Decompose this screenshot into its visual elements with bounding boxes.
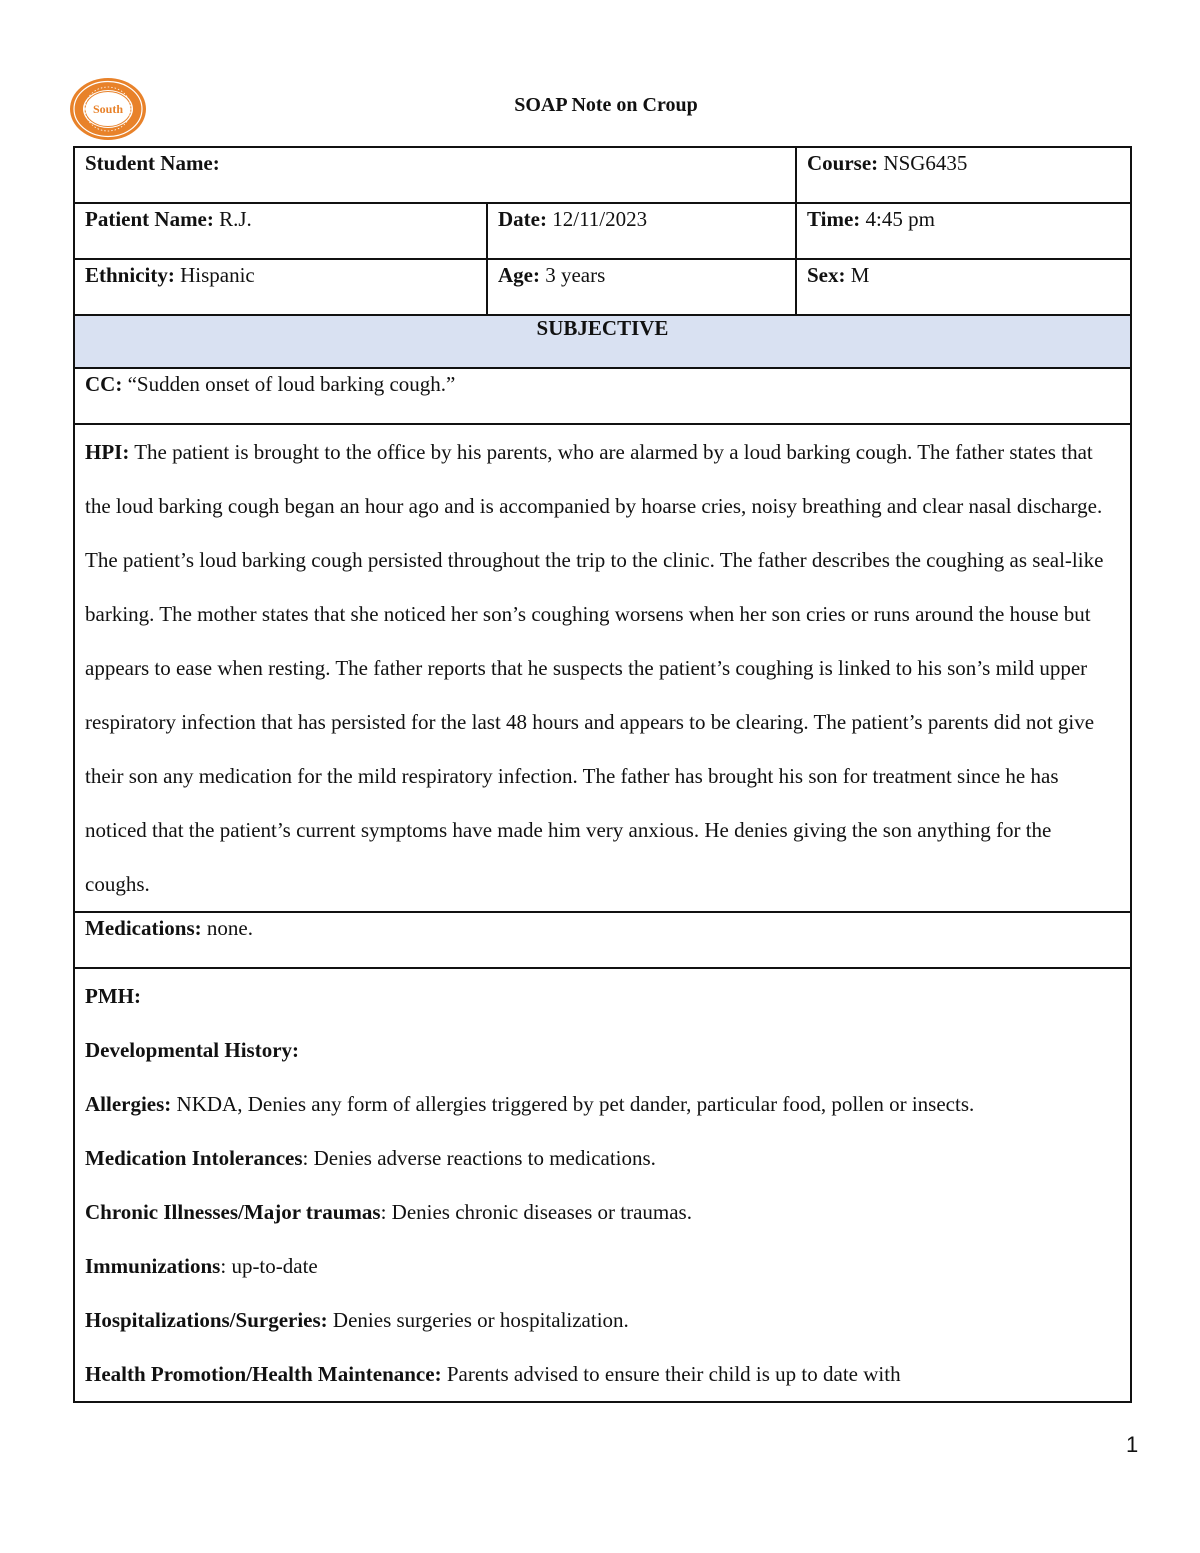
- allergies-label: Allergies:: [85, 1092, 172, 1116]
- pmh-label: PMH:: [85, 984, 141, 1008]
- time-cell: [796, 203, 1131, 259]
- intolerances-value: : Denies adverse reactions to medications.: [302, 1146, 656, 1170]
- patient-name-value: R.J.: [213, 207, 252, 231]
- age-cell: [487, 259, 796, 315]
- course-value: NSG6435: [878, 151, 968, 175]
- soap-note-table: [73, 146, 1132, 1403]
- developmental-line: [85, 1023, 1120, 1077]
- health-promotion-value: Parents advised to ensure their child is up to date with: [441, 1362, 901, 1386]
- medications-row: [74, 912, 1131, 968]
- pmh-row: [74, 968, 1131, 1402]
- pmh-line: [85, 969, 1120, 1023]
- cc-cell: [74, 368, 1131, 424]
- page-number: 1: [1126, 1432, 1139, 1457]
- age-value: 3 years: [539, 263, 606, 287]
- subjective-header-row: [74, 315, 1131, 368]
- hpi-value: The patient is brought to the office by his parents, who are alarmed by a loud barking cough. The father states that the loud barking cough began an hour ago and is accompanied by hoarse cries, noisy breathing and clear nasal discharge. The patient’s loud barking cough persisted throughout the trip to the clinic. The father describes the coughing as seal-like barking. The mother states that she noticed her son’s coughing worsens when her son cries or runs around the house but appears to ease when resting. The father reports that he suspects the patient’s coughing is linked to his son’s mild upper respiratory infection that has persisted for the last 48 hours and appears to be clearing. The patient’s parents did not give their son any medication for the mild respiratory infection. The father has brought his son for treatment since he has noticed that the patient’s current symptoms have made him very anxious. He denies giving the son anything for the coughs.: [85, 440, 1104, 896]
- cc-row: [74, 368, 1131, 424]
- cc-value: “Sudden onset of loud barking cough.”: [122, 372, 456, 396]
- document-title: SOAP Note on Croup: [514, 94, 698, 116]
- chronic-line: [85, 1185, 1120, 1239]
- subjective-heading: SUBJECTIVE: [74, 315, 1131, 368]
- hpi-cell: [74, 424, 1131, 912]
- chronic-value: : Denies chronic diseases or traumas.: [380, 1200, 692, 1224]
- date-value: 12/11/2023: [546, 207, 648, 231]
- immunizations-label: Immunizations: [85, 1254, 221, 1278]
- student-row: [74, 147, 1131, 203]
- hospitalizations-value: Denies surgeries or hospitalization.: [327, 1308, 629, 1332]
- patient-name-cell: [74, 203, 487, 259]
- health-promotion-line: [85, 1347, 1120, 1401]
- hpi-row: [74, 424, 1131, 912]
- ethnicity-cell: [74, 259, 487, 315]
- hpi-label: HPI:: [85, 440, 130, 464]
- date-label: Date:: [498, 207, 547, 231]
- hospitalizations-line: [85, 1293, 1120, 1347]
- ethnicity-label: Ethnicity:: [85, 263, 175, 287]
- medications-value: none.: [201, 916, 253, 940]
- chronic-label: Chronic Illnesses/Major traumas: [85, 1200, 381, 1224]
- cc-label: CC:: [85, 372, 123, 396]
- demographics-row: [74, 259, 1131, 315]
- hospitalizations-label: Hospitalizations/Surgeries:: [85, 1308, 328, 1332]
- intolerances-label: Medication Intolerances: [85, 1146, 303, 1170]
- pmh-cell: [74, 968, 1131, 1402]
- student-name-label: Student Name:: [85, 151, 220, 175]
- course-cell: [796, 147, 1131, 203]
- time-label: Time:: [807, 207, 861, 231]
- ethnicity-value: Hispanic: [174, 263, 255, 287]
- health-promotion-label: Health Promotion/Health Maintenance:: [85, 1362, 442, 1386]
- immunizations-line: [85, 1239, 1120, 1293]
- sex-cell: [796, 259, 1131, 315]
- student-name-cell: [74, 147, 796, 203]
- date-cell: [487, 203, 796, 259]
- immunizations-value: : up-to-date: [220, 1254, 318, 1278]
- patient-row: [74, 203, 1131, 259]
- age-label: Age:: [498, 263, 540, 287]
- logo-wordmark: South: [92, 102, 124, 116]
- intolerances-line: [85, 1131, 1120, 1185]
- patient-name-label: Patient Name:: [85, 207, 214, 231]
- sex-label: Sex:: [807, 263, 846, 287]
- allergies-line: [85, 1077, 1120, 1131]
- medications-label: Medications:: [85, 916, 202, 940]
- sex-value: M: [845, 263, 870, 287]
- medications-cell: [74, 912, 1131, 968]
- developmental-label: Developmental History:: [85, 1038, 300, 1062]
- allergies-value: NKDA, Denies any form of allergies triggered by pet dander, particular food, pollen or insects.: [171, 1092, 975, 1116]
- time-value: 4:45 pm: [860, 207, 935, 231]
- course-label: Course:: [807, 151, 879, 175]
